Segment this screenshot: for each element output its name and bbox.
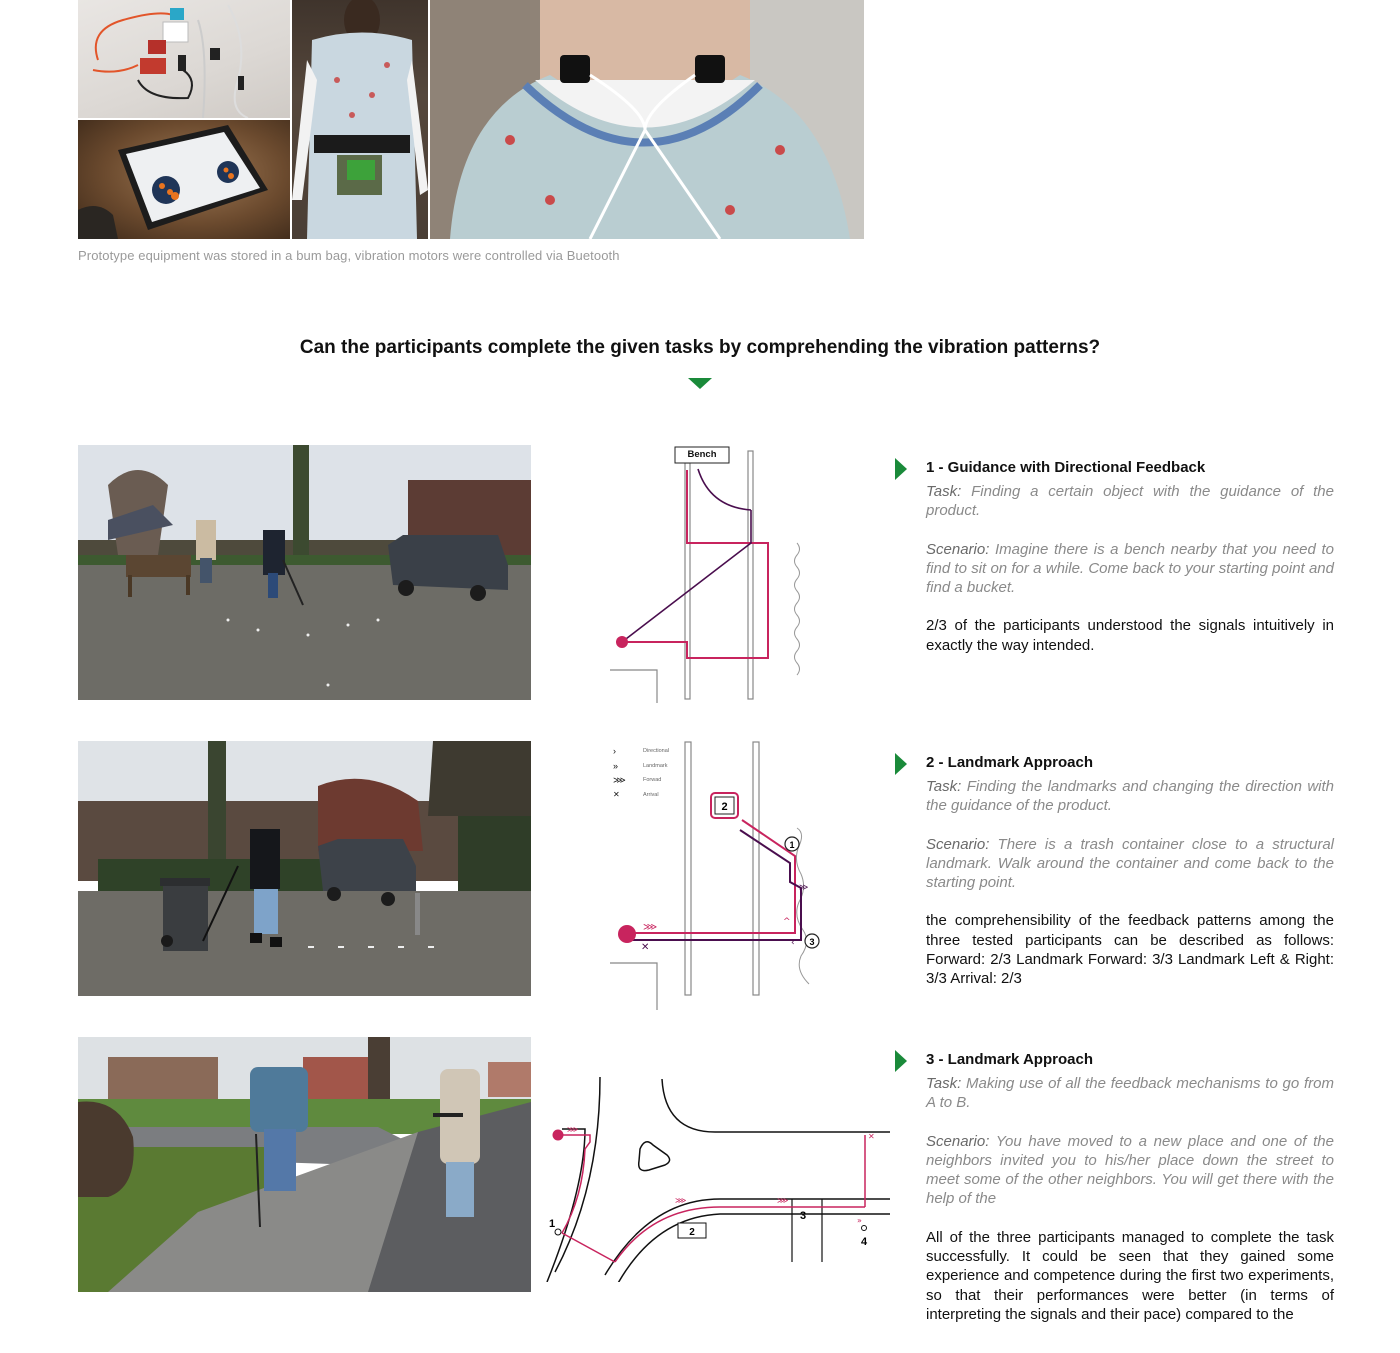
apron-back-illustration: [292, 0, 428, 239]
photo-vibration-collar: [430, 0, 864, 239]
directional-chevron-icon: ‹: [791, 938, 795, 948]
task-1-description: [926, 482, 1334, 521]
forward-chevrons-icon: ⋙: [675, 1196, 687, 1205]
task-3-result: All of the three participants managed to complete the task successfully. It could be seen that they gained some experience and competence during the first two experiments, so that their performances were better (in terms of interpreting the signals and their pace) compared to the: [926, 1228, 1334, 1323]
photo-task-2-trash-container: [78, 741, 531, 996]
task-2-description: [926, 777, 1334, 816]
arrival-x-icon: ✕: [641, 942, 650, 953]
task-1-title: 1 - Guidance with Directional Feedback: [926, 459, 1206, 476]
forward-chevrons-icon: ⋙: [777, 1196, 789, 1205]
play-triangle-icon: [895, 458, 907, 480]
photo-tablet-controller: [78, 120, 290, 239]
arrival-x-icon: ✕: [868, 1132, 875, 1141]
tablet-illustration: [78, 120, 290, 239]
task-label: Task:: [926, 778, 962, 795]
photo-participant-back: [292, 0, 428, 239]
diagram-task-3: [545, 1077, 890, 1282]
task-3-scenario: [926, 1132, 1334, 1209]
legend-label: Directional: [643, 748, 669, 755]
task-1-result: 2/3 of the participants understood the signals intuitively in exactly the way intended.: [926, 617, 1334, 654]
legend-item-forward: [613, 773, 693, 788]
task-2-result: the comprehensibility of the feedback patterns among the three tested participants can be described as follows: Forward: 2/3 Landmark Forward: 3/3 Landmark Left & Right: 3/3 Arrival: 2/3: [926, 912, 1334, 988]
marker-3: 3: [799, 1210, 807, 1222]
task-3-text: [895, 1048, 1335, 1324]
forward-chevron-icon: ⋙: [613, 774, 626, 785]
landmark-chevron-icon: ^: [783, 917, 791, 927]
task-label: Task:: [926, 1075, 962, 1092]
directional-chevron-icon: ›: [613, 746, 616, 757]
electronics-illustration: [78, 0, 290, 118]
task-2-scenario: [926, 835, 1334, 893]
route-map-task-3: [545, 1077, 890, 1282]
play-triangle-icon: [895, 1050, 907, 1072]
diagram-legend: [613, 744, 693, 802]
marker-2: 2: [721, 801, 728, 813]
down-arrow-icon: [688, 378, 712, 389]
task-text: Finding a certain object with the guidance of the product.: [926, 483, 1334, 520]
task-3-title: 3 - Landmark Approach: [926, 1051, 1093, 1068]
forward-chevrons-icon: ⋙: [643, 922, 658, 933]
photo-task-1-bench: [78, 445, 531, 700]
street-scene-illustration: [78, 1037, 531, 1292]
task-1-scenario: [926, 540, 1334, 598]
task-2-title: 2 - Landmark Approach: [926, 754, 1093, 771]
bench-scene-illustration: [78, 445, 531, 700]
scenario-label: Scenario:: [926, 540, 990, 558]
forward-chevrons-icon: ⋙: [567, 1125, 579, 1134]
landmark-chevrons-icon: ≫: [799, 883, 809, 893]
task-label: Task:: [926, 483, 962, 500]
landmark-chevrons-icon: »: [857, 1216, 862, 1225]
legend-item-directional: [613, 744, 693, 759]
play-triangle-icon: [895, 753, 907, 775]
legend-label: Arrival: [643, 791, 659, 798]
diagram-task-1: [605, 445, 820, 705]
section-question: Can the participants complete the given tasks by comprehending the vibration patterns?: [299, 337, 1101, 358]
route-map-task-1: [605, 445, 820, 705]
scenario-text: Imagine there is a bench nearby that you need to find to sit on for a while. Come back to your starting point and find a bucket.: [926, 540, 1334, 597]
collage-caption: Prototype equipment was stored in a bum bag, vibration motors were controlled via Buetooth: [78, 248, 620, 263]
scenario-text: There is a trash container close to a structural landmark. Walk around the container and come back to the starting point.: [926, 835, 1334, 892]
task-text: Making use of all the feedback mechanisms to go from A to B.: [926, 1075, 1334, 1112]
marker-3: 3: [809, 937, 815, 947]
collar-illustration: [430, 0, 864, 239]
legend-item-landmark: [613, 759, 693, 774]
legend-label: Forwad: [643, 777, 662, 784]
marker-1: 1: [789, 840, 795, 850]
prototype-photo-collage: [78, 0, 864, 239]
arrival-x-icon: ✕: [613, 790, 620, 800]
trash-scene-illustration: [78, 741, 531, 996]
task-3-description: [926, 1074, 1334, 1113]
scenario-text: You have moved to a new place and one of the neighbors invited you to his/her place down the street to meet some of the other neighbors. You will get there with the help of the: [926, 1132, 1334, 1208]
scenario-label: Scenario:: [926, 1132, 990, 1150]
task-text: Finding the landmarks and changing the direction with the guidance of the product.: [926, 778, 1334, 815]
marker-2: 2: [689, 1227, 695, 1238]
diagram-bench-label: Bench: [687, 449, 717, 460]
photo-electronics: [78, 0, 290, 118]
marker-1: 1: [549, 1218, 556, 1230]
diagram-task-2: [605, 740, 830, 1015]
task-1-text: [895, 456, 1335, 655]
legend-label: Landmark: [643, 762, 668, 769]
marker-4: 4: [860, 1236, 868, 1248]
task-2-text: [895, 751, 1335, 989]
legend-item-arrival: [613, 788, 693, 803]
scenario-label: Scenario:: [926, 835, 990, 853]
photo-task-3-street: [78, 1037, 531, 1292]
landmark-chevron-icon: »: [613, 760, 619, 771]
